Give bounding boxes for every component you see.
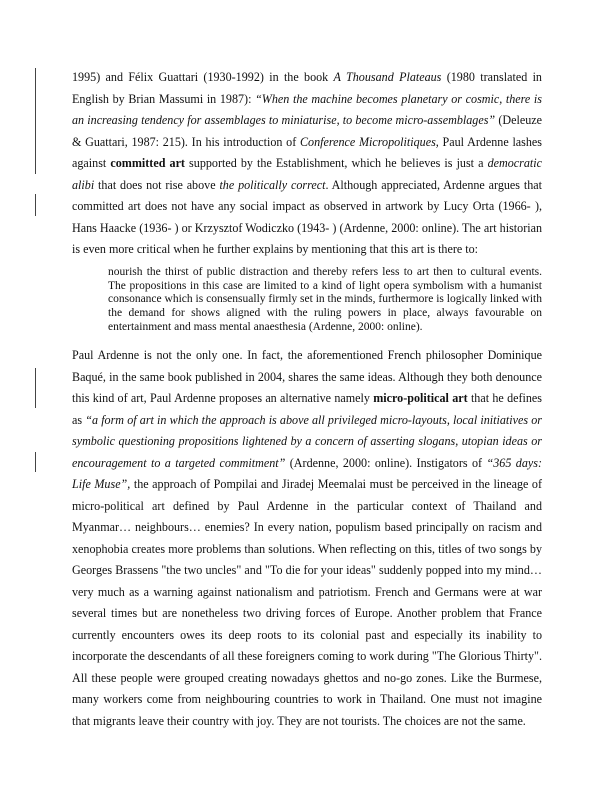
change-bar (35, 368, 36, 408)
text-run: A Thousand Plateaus (333, 70, 442, 84)
text-run: 1995) and Félix Guattari (1930-1992) in the book (72, 70, 334, 84)
text-run: committed art (110, 156, 185, 170)
body-paragraph-2 (72, 345, 542, 732)
text-run: democratic alibi (72, 156, 542, 192)
text-run: “365 days: Life Muse”, (72, 455, 542, 491)
text-run: “When the machine becomes planetary or cosmic, there is an increasing tendency for assemblages to miniaturise, to become micro-assemblages” (72, 91, 542, 127)
change-bar (35, 68, 36, 174)
text-run: Conference Micropolitiques, (299, 134, 439, 149)
block-quote: nourish the thirst of public distraction and thereby refers less to art then to cultural events. The propositions in this case are limited to a kind of light opera symbolism with a humanist consonance which is consensually firmly set in the minds, furthermore is logically linked with the demand for shows aligned with the ruling powers in place, always favourable on entertainment and mass mental anaesthesia (Ardenne, 2000: online). (108, 266, 542, 333)
text-run: the politically correct (219, 177, 326, 192)
text-run: micro-political art (373, 391, 468, 405)
text-run: (Ardenne, 2000: online). Instigators of (285, 455, 487, 470)
text-run: (1980 translated in English by Brian Massumi in 1987): (72, 70, 542, 106)
text-run: . Although appreciated, Ardenne argues that committed art does not have any social impact as observed in artwork by Lucy Orta (1966- ), Hans Haacke (1936- ) or Krzysztof Wodiczko (1943- ) (Ardenne, 2000: online). The art historian is even more critical when he further explains by mentioning that this art is there to: (72, 177, 542, 256)
text-run: the approach of Pompilai and Jiradej Meemalai must be perceived in the lineage of micro-political art defined by Paul Ardenne in the particular context of Thailand and Myanmar… neighbours… enemies? In every nation, populism based principally on racism and xenophobia creates more problems than solutions. When reflecting on this, titles of two songs by Georges Brassens "the two uncles" and "To die for your ideas" suddenly popped into my mind… very much as a warning against nationalism and patriotism. French and Germans were at war several times but are nonetheless two driving forces of Europe. Another problem that France currently encounters owes its deep roots to its colonial past and especially its inability to incorporate the descendants of all these foreigners coming to work during "The Glorious Thirty". All these people were grouped creating nowadays ghettos and no-go zones. Like the Burmese, many workers come from neighbouring countries to work in Thailand. One must not imagine that migrants leave their country with joy. They are not tourists. The choices are not the same. (72, 477, 542, 728)
change-bar (35, 194, 36, 216)
change-bar (35, 452, 36, 472)
body-paragraph-1 (72, 67, 542, 261)
text-run: supported by the Establishment, which he believes is just a (184, 156, 488, 170)
text-run: (Deleuze & Guattari, 1987: 215). In his introduction of (72, 113, 542, 149)
text-run: Paul Ardenne lashes against (72, 134, 543, 170)
text-run: Paul Ardenne is not the only one. In fact, the aforementioned French philosopher Dominique Baqué, in the same book published in 2004, shares the same ideas. Although they both denounce this kind of art, Paul Ardenne proposes an alternative namely (72, 348, 542, 405)
text-run: that does not rise above (94, 177, 220, 192)
text-run: “a form of art in which the approach is above all privileged micro-layouts, local initiatives or symbolic questioning propositions lightened by a concern of asserting slogans, utopian ideas or encouragement to a targeted commitment” (72, 412, 542, 470)
text-run: that he defines as (72, 391, 542, 427)
